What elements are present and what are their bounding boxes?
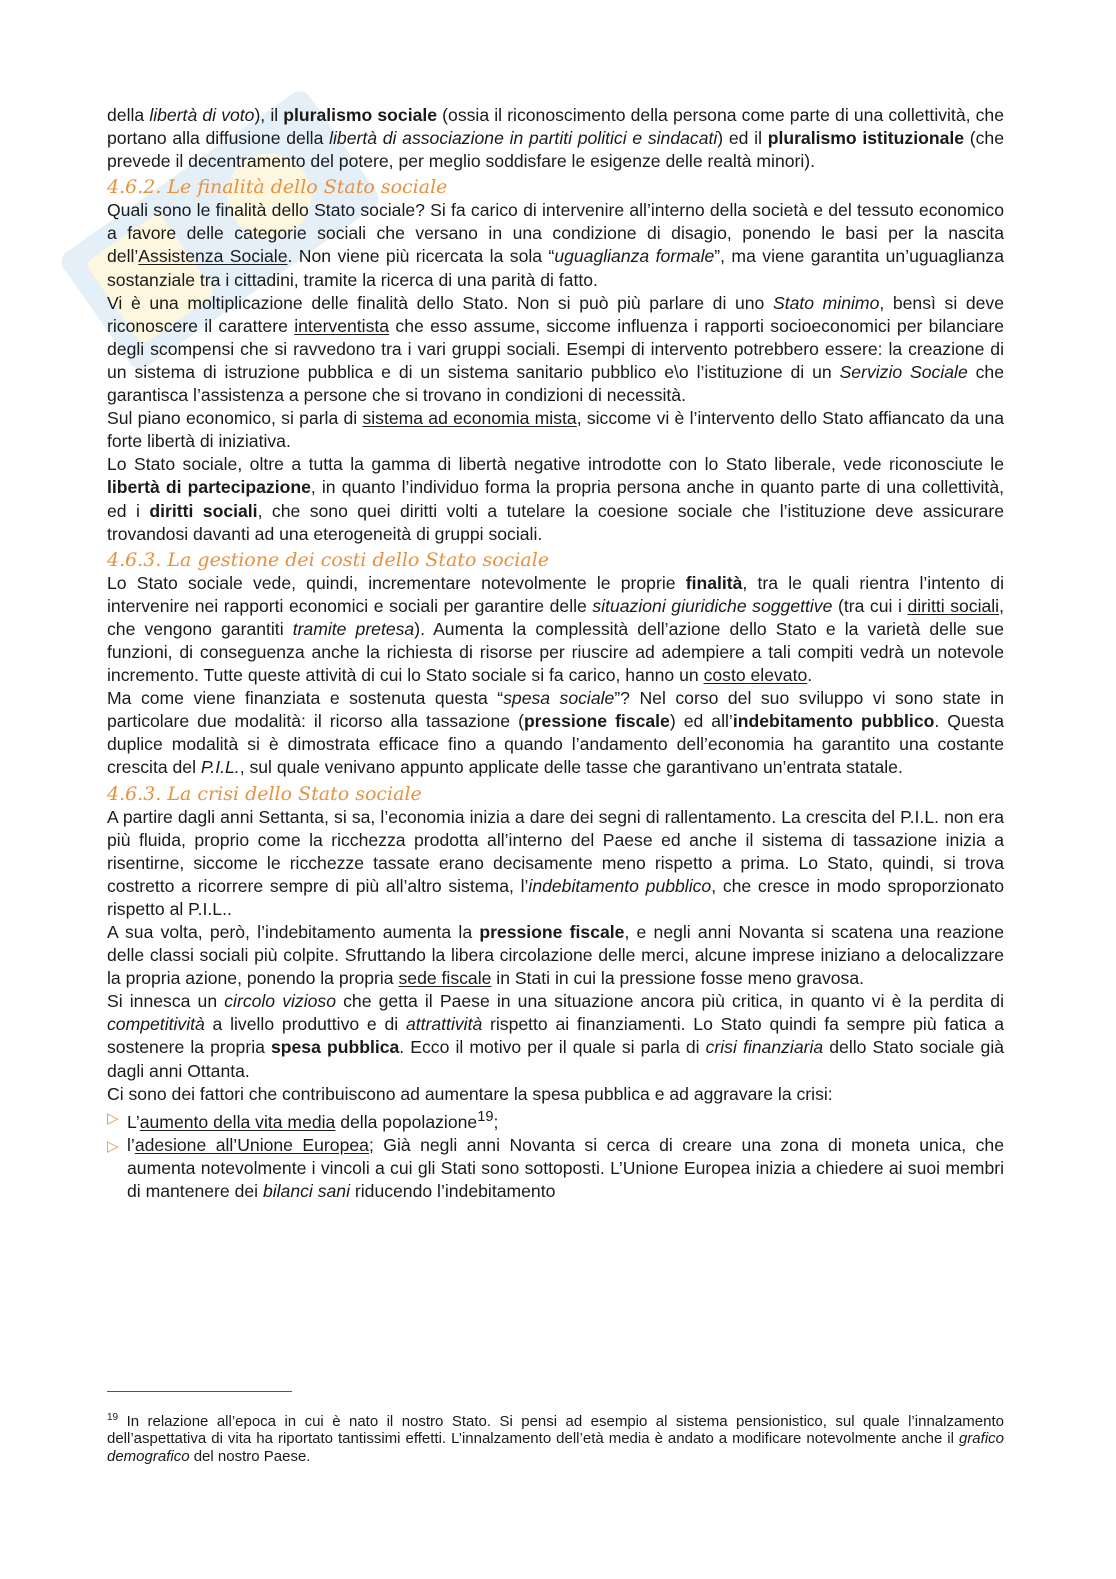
arrow-bullet-icon: ▷ [107, 1109, 119, 1127]
paragraph: A partire dagli anni Settanta, si sa, l’economia inizia a dare dei segni di rallentamento. La crescita del P.I.L. non era più fluida, proprio come la ricchezza prodotta all’interno del Paese ed anche il sistema di tassazione inizia a risentirne, siccome le ricchezze tassate erano decisamente meno rispetto a prima. Lo Stato, quindi, si trova costretto a ricorrere sempre di più all’altro sistema, l’indebitamento pubblico, che cresce in modo sproporzionato rispetto al P.I.L.. [107, 806, 1004, 919]
footnote-divider [107, 1391, 292, 1392]
paragraph: Vi è una moltiplicazione delle finalità dello Stato. Non si può più parlare di uno Stato minimo, bensì si deve riconoscere il carattere interventista che esso assume, siccome influenza i rapporti socioeconomici per bilanciare degli scompensi che si ravvedono tra i vari gruppi sociali. Esempi di intervento potrebbero essere: la creazione di un sistema di istruzione pubblica e di un sistema sanitario pubblico e\o l’istituzione di un Servizio Sociale che garantisca l’assistenza a persone che si trovano in condizioni di necessità. [107, 292, 1005, 406]
footnote-ref[interactable]: 19 [477, 1108, 494, 1125]
paragraph: Ci sono dei fattori che contribuiscono ad aumentare la spesa pubblica e ad aggravare la crisi: [107, 1083, 833, 1104]
arrow-bullet-icon: ▷ [107, 1137, 119, 1155]
paragraph: Si innesca un circolo vizioso che getta il Paese in una situazione ancora più critica, in quanto vi è la perdita di competitività a livello produttivo e di attrattività rispetto ai finanziamenti. Lo Stato quindi fa sempre più fatica a sostenere la propria spesa pubblica. Ecco il motivo per il quale si parla di crisi finanziaria dello Stato sociale già dagli anni Ottanta. [107, 991, 1005, 1081]
intro-paragraph: della libertà di voto), il pluralismo sociale (ossia il riconoscimento della persona come parte di una collettività, che portano alla diffusione della libertà di associazione in partiti politici e sindacati) ed il pluralismo istituzionale (che prevede il decentramento del potere, per meglio soddisfare le esigenze delle realtà minori). [107, 105, 1005, 172]
footnote: $^{19}$ In relazione all’epoca in cui è nato il nostro Stato. Si pensi ad esempio al sistema pensionistico, sul quale l’innalzamento dell’aspettativa di vita ha riportato tantissimi effetti. L’innalzamento dell’età media è andato a modificare notevolmente anche il grafico demografico del nostro Paese. [107, 1412, 1004, 1465]
list-item: ▷ l’adesione all’Unione Europea; Già negli anni Novanta si cerca di creare una zona di moneta unica, che aumenta notevolmente i vincoli a cui gli Stati sono sottoposti. L’Unione Europea inizia a chiedere ai suoi membri di mantenere dei bilanci sani riducendo l’indebitamento [107, 1134, 1004, 1201]
section-heading-finalita: 4.6.2. Le finalità dello Stato sociale [107, 176, 448, 199]
bullet-list [107, 1106, 1004, 1203]
paragraph: Quali sono le finalità dello Stato sociale? Si fa carico di intervenire all’interno della società e del tessuto economico a favore delle categorie sociali che versano in una condizione di disagio, ponendo le basi per la nascita dell’Assistenza Sociale. Non viene più ricercata la sola “uguaglianza formale”, ma viene garantita un’uguaglianza sostanziale tra i cittadini, tramite la ricerca di una parità di fatto. [107, 200, 1004, 290]
paragraph: A sua volta, però, l’indebitamento aumenta la pressione fiscale, e negli anni Novanta si scatena una reazione delle classi sociali più colpite. Sfruttando la libera circolazione delle merci, alcune imprese iniziano a delocalizzare la propria azione, ponendo la propria sede fiscale in Stati in cui la pressione fosse meno gravosa. [107, 922, 1004, 989]
paragraph: Ma come viene finanziata e sostenuta questa “spesa sociale”? Nel corso del suo sviluppo vi sono state in particolare due modalità: il ricorso alla tassazione (pressione fiscale) ed all’indebitamento pubblico. Questa duplice modalità si è dimostrata efficace fino a quando l’andamento dell’economia ha garantito una costante crescita del P.I.L., sul quale venivano appunto applicate delle tasse che garantivano un’entrata statale. [107, 688, 1004, 778]
paragraph: Lo Stato sociale vede, quindi, incrementare notevolmente le proprie finalità, tra le quali rientra l’intento di intervenire nei rapporti economici e sociali per garantire delle situazioni giuridiche soggettive (tra cui i diritti sociali, che vengono garantiti tramite pretesa). Aumenta la complessità dell’azione dello Stato e la varietà delle sue funzioni, di conseguenza anche la richiesta di risorse per riuscire ad adempiere a tali compiti vedrà un notevole incremento. Tutte queste attività di cui lo Stato sociale si fa carico, hanno un costo elevato. [107, 572, 1005, 686]
section-heading-costi: 4.6.3. La gestione dei costi dello Stato sociale [107, 548, 550, 571]
paragraph: Lo Stato sociale, oltre a tutta la gamma di libertà negative introdotte con lo Stato liberale, vede riconosciute le libertà di partecipazione, in quanto l’individuo forma la propria persona anche in quanto parte di una collettività, ed i diritti sociali, che sono quei diritti volti a tutelare la coesione sociale che l’istituzione deve assicurare trovandosi davanti ad una eterogeneità di gruppi sociali. [107, 454, 1004, 544]
page-content [107, 104, 1004, 1203]
section-heading-crisi: 4.6.3. La crisi dello Stato sociale [107, 782, 422, 805]
paragraph: Sul piano economico, si parla di sistema ad economia mista, siccome vi è l’intervento dello Stato affiancato da una forte libertà di iniziativa. [107, 408, 1005, 452]
list-item: ▷ L’aumento della vita media della popolazione$^{19}$; [107, 1108, 499, 1132]
